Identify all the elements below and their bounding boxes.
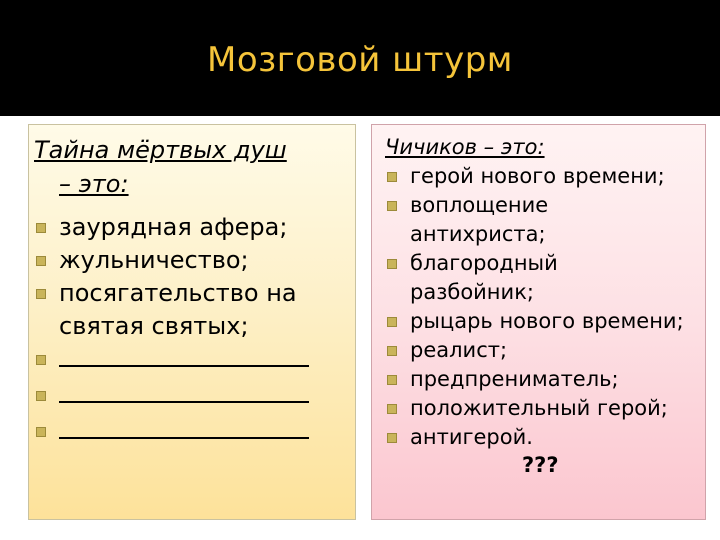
list-item-text: благородный — [410, 251, 558, 275]
square-bullet-icon — [387, 346, 397, 356]
list-item — [384, 336, 702, 365]
square-bullet-icon — [387, 433, 397, 443]
left-panel-heading — [34, 133, 349, 201]
square-bullet-icon — [387, 317, 397, 327]
list-item-text-continued: святая святых; — [59, 312, 249, 340]
blank-list-item — [34, 415, 352, 451]
list-item — [34, 277, 352, 343]
left-list — [34, 211, 352, 451]
list-item-text: рыцарь нового времени; — [410, 309, 684, 333]
list-item — [384, 307, 702, 336]
list-item-text: герой нового времени; — [410, 164, 665, 188]
square-bullet-icon — [36, 289, 46, 299]
list-item-text: посягательство на — [59, 279, 297, 307]
list-item-text: воплощение — [410, 193, 549, 217]
list-item-text-continued: антихриста; — [410, 222, 546, 246]
list-item-text: реалист; — [410, 338, 508, 362]
square-bullet-icon — [387, 259, 397, 269]
list-item — [34, 244, 352, 277]
list-item-text: положительный герой; — [410, 396, 668, 420]
list-item-text-continued: разбойник; — [410, 280, 534, 304]
square-bullet-icon — [36, 223, 46, 233]
list-item — [384, 191, 702, 249]
question-marks: ??? — [522, 453, 559, 477]
square-bullet-icon — [387, 172, 397, 182]
square-bullet-icon — [36, 256, 46, 266]
left-heading-line1: Тайна мёртвых душ — [34, 136, 287, 164]
square-bullet-icon — [36, 427, 46, 437]
list-item — [34, 211, 352, 244]
list-item-text: заурядная афера; — [59, 213, 288, 241]
list-item — [384, 249, 702, 307]
list-item — [384, 365, 702, 394]
square-bullet-icon — [36, 391, 46, 401]
right-panel-heading: Чичиков – это: — [385, 135, 545, 159]
square-bullet-icon — [387, 375, 397, 385]
blank-list-item — [34, 379, 352, 415]
left-heading-line2: – это: — [59, 170, 129, 198]
right-list — [384, 162, 702, 452]
list-item — [384, 394, 702, 423]
list-item-text: предпрениматель; — [410, 367, 619, 391]
blank-fill-line — [59, 343, 309, 367]
left-panel — [28, 124, 356, 520]
blank-fill-line — [59, 415, 309, 439]
list-item-text: антигерой. — [410, 425, 533, 449]
list-item-text: жульничество; — [59, 246, 249, 274]
square-bullet-icon — [387, 201, 397, 211]
right-panel — [371, 124, 706, 520]
blank-fill-line — [59, 379, 309, 403]
square-bullet-icon — [36, 355, 46, 365]
list-item — [384, 423, 702, 452]
square-bullet-icon — [387, 404, 397, 414]
slide-title: Мозговой штурм — [207, 40, 513, 80]
blank-list-item — [34, 343, 352, 379]
list-item — [384, 162, 702, 191]
